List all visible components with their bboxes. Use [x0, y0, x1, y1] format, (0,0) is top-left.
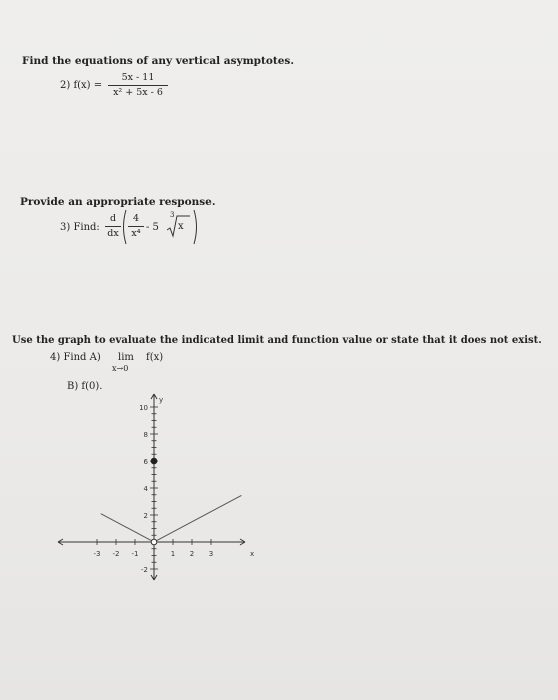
y-axis-label: y	[159, 396, 164, 404]
root-argument: x	[178, 221, 184, 232]
y-tick-label: -2	[141, 566, 148, 574]
section-heading-asymptotes: Find the equations of any vertical asymptotes.	[22, 55, 294, 67]
fraction-numerator: 5x - 11	[121, 72, 155, 83]
section-heading-response: Provide an appropriate response.	[20, 196, 216, 208]
derivative-dx: dx	[107, 228, 119, 239]
x-tick-label: 3	[208, 550, 214, 558]
derivative-operator	[105, 213, 121, 240]
minus-coefficient: - 5	[146, 222, 159, 233]
inner-denominator: x⁴	[131, 228, 141, 239]
x-tick-label: -1	[131, 550, 139, 558]
y-tick-label: 10	[139, 404, 148, 412]
derivative-bar	[105, 226, 121, 227]
problem-4-part-b: B) f(0).	[67, 381, 103, 392]
graph-right-branch	[156, 495, 241, 540]
x-tick-label: -3	[93, 550, 101, 558]
x-tick-label: 2	[189, 550, 195, 558]
x-tick-label: -2	[112, 550, 120, 558]
limit-word: lim	[118, 352, 134, 363]
y-tick-label: 4	[143, 485, 148, 493]
root-index: 3	[170, 211, 175, 219]
function-graph	[40, 390, 270, 600]
inner-bar	[128, 226, 144, 227]
limit-function: f(x)	[146, 352, 164, 363]
open-point	[151, 539, 157, 545]
derivative-d: d	[109, 213, 117, 224]
problem-2-label: 2) f(x) =	[60, 80, 103, 91]
filled-point	[151, 458, 157, 464]
inner-fraction	[128, 213, 144, 240]
inner-numerator: 4	[132, 213, 140, 224]
y-tick-label: 8	[143, 431, 148, 439]
problem-4-part-a: 4) Find A)	[50, 352, 101, 363]
fraction-denominator: x² + 5x - 6	[113, 87, 163, 98]
fraction-bar	[108, 85, 168, 86]
x-axis-label: x	[250, 550, 255, 558]
problem-3-label: 3) Find:	[60, 222, 100, 233]
x-tick-label: 1	[170, 550, 176, 558]
y-tick-label: 2	[143, 512, 148, 520]
limit-subscript: x→0	[112, 364, 129, 373]
problem-2-fraction	[108, 72, 168, 99]
y-tick-label: 6	[143, 458, 148, 466]
section-heading-graph: Use the graph to evaluate the indicated limit and function value or state that it does not exist.	[12, 335, 542, 346]
